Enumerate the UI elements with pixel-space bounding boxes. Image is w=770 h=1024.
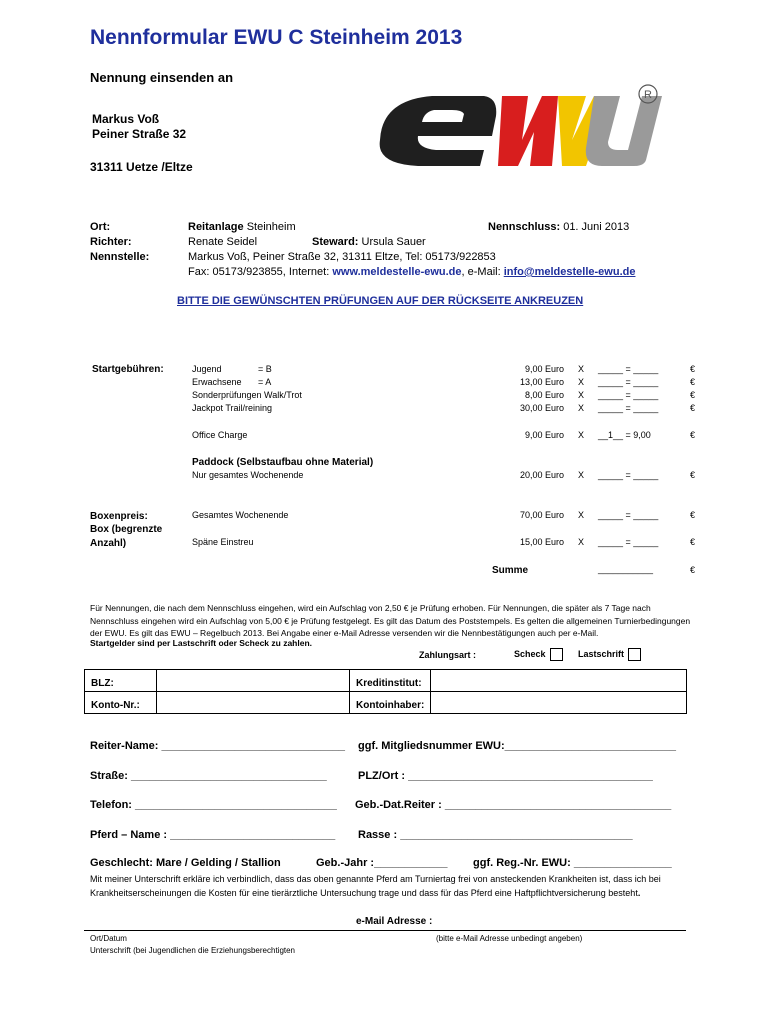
signature-line[interactable] bbox=[84, 930, 686, 931]
fee-item-x: X bbox=[578, 377, 585, 387]
geb-dat-field[interactable]: Geb.-Dat.Reiter : _____________________________________ bbox=[355, 799, 672, 811]
blz-field[interactable] bbox=[157, 670, 350, 692]
fee-item-price: 13,00 Euro bbox=[519, 377, 564, 387]
recipient-city: 31311 Uetze /Eltze bbox=[90, 160, 193, 174]
steward-label: Steward: bbox=[312, 236, 359, 248]
mitglied-field[interactable]: ggf. Mitgliedsnummer EWU:____________________________ bbox=[358, 740, 676, 752]
page-title: Nennformular EWU C Steinheim 2013 bbox=[90, 26, 463, 49]
fee-item-name: Office Charge bbox=[192, 430, 248, 440]
logo-w-red bbox=[498, 96, 558, 166]
send-to-heading: Nennung einsenden an bbox=[90, 70, 234, 85]
logo-e-shape bbox=[380, 96, 497, 166]
lastschrift-checkbox[interactable] bbox=[628, 648, 641, 661]
steward-name: Ursula Sauer bbox=[358, 236, 426, 248]
bank-row-1 bbox=[85, 670, 687, 692]
reg-nr-field[interactable]: ggf. Reg.-Nr. EWU: ________________ bbox=[473, 857, 672, 869]
pferd-name-field[interactable]: Pferd – Name : ___________________________ bbox=[90, 829, 336, 841]
recipient-name: Markus Voß bbox=[92, 112, 160, 126]
fee-item-currency: € bbox=[690, 470, 696, 480]
konto-label: Konto-Nr.: bbox=[85, 692, 157, 714]
ort-datum-label: Ort/Datum bbox=[90, 934, 127, 943]
terms-line-4: Startgelder sind per Lastschrift oder Scheck zu zahlen. bbox=[90, 638, 313, 648]
fee-item-calc[interactable]: _____ = _____ bbox=[598, 377, 659, 387]
fee-item-calc[interactable]: _____ = _____ bbox=[598, 537, 659, 547]
logo-u-grey bbox=[586, 96, 662, 166]
fee-item-currency: € bbox=[690, 390, 696, 400]
fee-item-x: X bbox=[578, 364, 585, 374]
fee-item-price: 70,00 Euro bbox=[519, 510, 564, 520]
summe-currency: € bbox=[690, 565, 696, 575]
paddock-heading: Paddock (Selbstaufbau ohne Material) bbox=[192, 457, 374, 468]
fee-item-x: X bbox=[578, 390, 585, 400]
payment-label: Zahlungsart : bbox=[419, 650, 477, 660]
kreditinstitut-label: Kreditinstitut: bbox=[350, 670, 431, 692]
scheck-option[interactable] bbox=[514, 648, 563, 661]
fee-item-x: X bbox=[578, 510, 585, 520]
kontoinhaber-field[interactable] bbox=[431, 692, 687, 714]
lastschrift-label: Lastschrift bbox=[578, 648, 625, 659]
bank-table bbox=[84, 669, 687, 714]
fee-item-x: X bbox=[578, 537, 585, 547]
fee-item-calc[interactable]: _____ = _____ bbox=[598, 364, 659, 374]
steward-value bbox=[312, 236, 426, 248]
declaration-text: Krankheitserscheinungen die Kosten für eine tierärztliche Untersuchung trage und dass für das Pferd eine Haftpflichtversicherung besteht bbox=[90, 888, 638, 898]
declaration-end: . bbox=[637, 888, 641, 898]
email-label: e-Mail Adresse : bbox=[356, 916, 433, 927]
geschlecht-field[interactable]: Geschlecht: Mare / Gelding / Stallion bbox=[90, 857, 281, 869]
rasse-field[interactable]: Rasse : ______________________________________ bbox=[358, 829, 633, 841]
startgebuehren-label: Startgebühren: bbox=[92, 364, 164, 375]
ewu-logo bbox=[372, 80, 662, 176]
fee-item-currency: € bbox=[690, 403, 696, 413]
fee-item-name: Gesamtes Wochenende bbox=[192, 510, 289, 520]
fee-item-calc[interactable]: __1__ = 9,00 bbox=[598, 430, 651, 440]
kontoinhaber-label: Kontoinhaber: bbox=[350, 692, 431, 714]
fee-item-name: Jackpot Trail/reining bbox=[192, 403, 273, 413]
fee-item-currency: € bbox=[690, 430, 696, 440]
fee-item-calc[interactable]: _____ = _____ bbox=[598, 510, 659, 520]
fee-item-x: X bbox=[578, 430, 585, 440]
fee-item-currency: € bbox=[690, 377, 696, 387]
unterschrift-label: Unterschrift (bei Jugendlichen die Erziehungsberechtigten bbox=[90, 946, 296, 955]
blz-label: BLZ: bbox=[85, 670, 157, 692]
fee-item-currency: € bbox=[690, 364, 696, 374]
telefon-field[interactable]: Telefon: _________________________________ bbox=[90, 799, 337, 811]
reitanlage-rest: Steinheim bbox=[243, 221, 296, 233]
fee-item-x: X bbox=[578, 470, 585, 480]
fee-item-price: 8,00 Euro bbox=[524, 390, 564, 400]
fee-item-name: Nur gesamtes Wochenende bbox=[192, 470, 304, 480]
box-label-1: Box (begrenzte bbox=[90, 524, 163, 535]
fee-item-price: 30,00 Euro bbox=[519, 403, 564, 413]
fee-item-calc[interactable]: _____ = _____ bbox=[598, 470, 659, 480]
notice-heading: BITTE DIE GEWÜNSCHTEN PRÜFUNGEN AUF DER RÜCKSEITE ANKREUZEN bbox=[177, 295, 584, 307]
fee-item-currency: € bbox=[690, 510, 696, 520]
plz-field[interactable]: PLZ/Ort : ________________________________________ bbox=[358, 770, 653, 782]
fee-item-name: Erwachsene bbox=[192, 377, 242, 387]
website-link[interactable]: www.meldestelle-ewu.de bbox=[332, 266, 462, 278]
nennstelle-label: Nennstelle: bbox=[90, 251, 150, 263]
email-prefix: , e-Mail: bbox=[461, 266, 504, 278]
strasse-field[interactable]: Straße: ________________________________ bbox=[90, 770, 327, 782]
fee-item-price: 15,00 Euro bbox=[519, 537, 564, 547]
terms-line-2: Nennschluss eingehen wird ein Aufschlag von 5,00 € je Prüfung festgelegt. Es gilt das Datum des Poststempels. Es gelten die allgemeinen Turnierbedingungen bbox=[90, 616, 691, 626]
bank-row-2 bbox=[85, 692, 687, 714]
geb-jahr-field[interactable]: Geb.-Jahr :____________ bbox=[316, 857, 448, 869]
fee-item-calc[interactable]: _____ = _____ bbox=[598, 403, 659, 413]
declaration-line-1: Mit meiner Unterschrift erkläre ich verbindlich, dass das oben genannte Pferd am Turniertag frei von ansteckenden Krankheiten ist, dass ich bei bbox=[90, 874, 661, 884]
fee-item-name: Jugend bbox=[192, 364, 222, 374]
fee-item-name: Sonderprüfungen Walk/Trot bbox=[192, 390, 302, 400]
fee-item-code: = B bbox=[258, 364, 272, 374]
recipient-street: Peiner Straße 32 bbox=[92, 127, 187, 141]
fee-item-calc[interactable]: _____ = _____ bbox=[598, 390, 659, 400]
email-link[interactable]: info@meldestelle-ewu.de bbox=[503, 266, 636, 278]
nennstelle-contact bbox=[188, 266, 635, 278]
box-label-2: Anzahl) bbox=[90, 538, 127, 549]
konto-field[interactable] bbox=[157, 692, 350, 714]
fee-item-x: X bbox=[578, 403, 585, 413]
scheck-label: Scheck bbox=[514, 648, 546, 659]
declaration-line-2 bbox=[90, 888, 640, 898]
boxenpreis-label: Boxenpreis: bbox=[90, 511, 148, 522]
fee-item-price: 20,00 Euro bbox=[519, 470, 564, 480]
registered-letter: R bbox=[644, 89, 652, 101]
fee-item-code: = A bbox=[258, 377, 272, 387]
terms-line-3: der EWU. Es gilt das EWU – Regelbuch 2013. Bei Angabe einer e-Mail Adresse versenden wir die Nennbestätigungen auch per e-Mail. bbox=[90, 628, 599, 638]
nennschluss-date: 01. Juni 2013 bbox=[560, 221, 630, 233]
nennstelle-address: Markus Voß, Peiner Straße 32, 31311 Eltze, Tel: 05173/922853 bbox=[188, 251, 496, 263]
fax-prefix: Fax: 05173/923855, Internet: bbox=[188, 266, 333, 278]
reitanlage-bold: Reitanlage bbox=[188, 221, 244, 233]
richter-label: Richter: bbox=[90, 236, 132, 248]
terms-line-1: Für Nennungen, die nach dem Nennschluss eingehen, wird ein Aufschlag von 2,50 € je Prüfung erhoben. Für Nennungen, die später als 7 Tage nach bbox=[90, 603, 651, 613]
fee-item-price: 9,00 Euro bbox=[524, 430, 564, 440]
richter-value: Renate Seidel bbox=[188, 236, 258, 248]
email-note: (bitte e-Mail Adresse unbedingt angeben) bbox=[436, 934, 583, 943]
nennschluss-label: Nennschluss: bbox=[488, 221, 561, 233]
fee-item-currency: € bbox=[690, 537, 696, 547]
fee-item-price: 9,00 Euro bbox=[524, 364, 564, 374]
kreditinstitut-field[interactable] bbox=[431, 670, 687, 692]
lastschrift-option[interactable] bbox=[578, 648, 641, 661]
reiter-field[interactable]: Reiter-Name: ______________________________ bbox=[90, 740, 346, 752]
ort-value bbox=[188, 221, 296, 233]
ort-label: Ort: bbox=[90, 221, 111, 233]
fee-item-name: Späne Einstreu bbox=[192, 537, 254, 547]
nennschluss bbox=[488, 221, 629, 233]
summe-blank: ___________ bbox=[598, 564, 654, 574]
scheck-checkbox[interactable] bbox=[550, 648, 563, 661]
summe-label: Summe bbox=[492, 565, 529, 576]
